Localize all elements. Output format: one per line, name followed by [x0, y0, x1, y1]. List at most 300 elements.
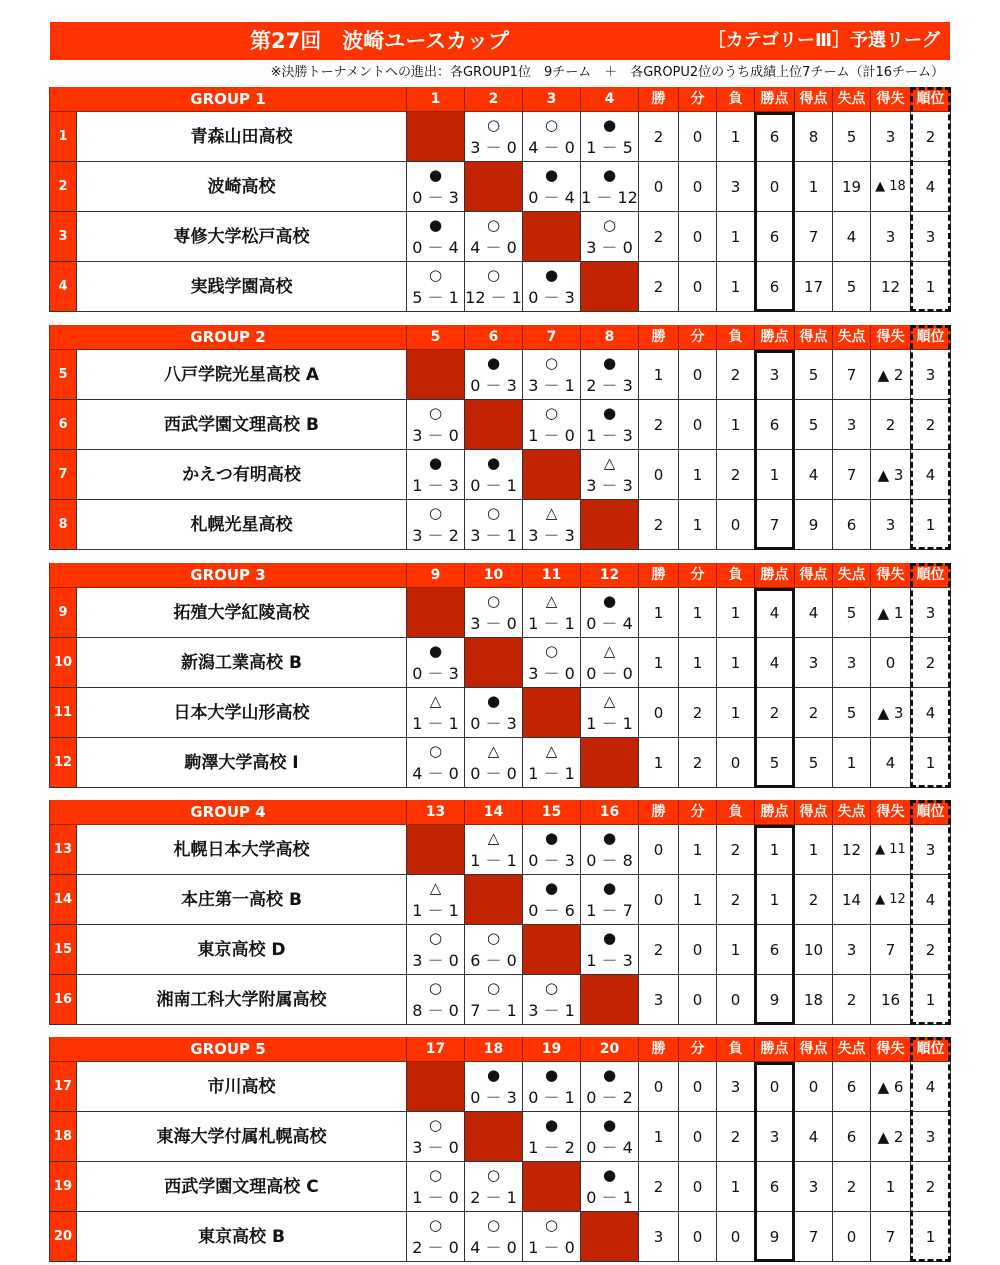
stat-col-header: 得点 [795, 563, 833, 588]
stat-col-header: 負 [717, 800, 755, 825]
self-match-cell [465, 638, 523, 688]
stat-col-header: 勝点 [755, 563, 795, 588]
stat-value: 0 [679, 1212, 717, 1262]
stat-value: ▲ 2 [871, 1112, 911, 1162]
match-result [523, 350, 581, 400]
team-number: 4 [49, 262, 77, 312]
table-row [49, 350, 951, 400]
match-score: 4 － 0 [412, 764, 459, 783]
stat-value: 0 [639, 1062, 679, 1112]
stat-value: 5 [795, 350, 833, 400]
stat-value: 0 [717, 738, 755, 788]
opponent-col-header: 17 [407, 1037, 465, 1062]
result-mark-icon: ○ [486, 1166, 501, 1184]
stat-value: 0 [755, 162, 795, 212]
stat-value: 0 [679, 1062, 717, 1112]
team-name: 拓殖大学紅陵高校 [77, 588, 407, 638]
match-score: 0 － 3 [412, 188, 459, 207]
result-mark-icon: △ [603, 692, 616, 710]
stat-value: 5 [833, 112, 871, 162]
stat-value: 0 [795, 1062, 833, 1112]
match-result [465, 1062, 523, 1112]
match-result [407, 500, 465, 550]
match-score: 0 － 3 [470, 714, 517, 733]
stat-value: 8 [795, 112, 833, 162]
stat-value: 6 [755, 262, 795, 312]
team-number: 19 [49, 1162, 77, 1212]
self-match-cell [523, 212, 581, 262]
match-result [407, 738, 465, 788]
result-mark-icon: △ [487, 742, 500, 760]
opponent-col-header: 3 [523, 87, 581, 112]
team-number: 3 [49, 212, 77, 262]
match-score: 0 － 3 [528, 851, 575, 870]
stat-value: 2 [717, 825, 755, 875]
match-score: 2 － 1 [470, 1188, 517, 1207]
match-score: 0 － 1 [528, 1088, 575, 1107]
opponent-col-header: 8 [581, 325, 639, 350]
result-mark-icon: ● [602, 592, 617, 610]
table-row [49, 638, 951, 688]
stat-value: 6 [755, 212, 795, 262]
stat-value: ▲ 3 [871, 450, 911, 500]
stat-value: 2 [679, 688, 717, 738]
stat-value: 4 [795, 450, 833, 500]
match-result [407, 162, 465, 212]
match-score: 1 － 3 [412, 476, 459, 495]
group-table [49, 325, 951, 553]
match-score: 2 － 3 [586, 376, 633, 395]
stat-value: 2 [911, 925, 951, 975]
stat-value: 1 [679, 450, 717, 500]
stat-value: 4 [911, 162, 951, 212]
team-number: 10 [49, 638, 77, 688]
stat-value: 9 [755, 975, 795, 1025]
match-score: 3 － 1 [528, 376, 575, 395]
stat-value: 3 [911, 825, 951, 875]
stat-value: 7 [795, 212, 833, 262]
result-mark-icon: ● [544, 1066, 559, 1084]
match-score: 0 － 3 [470, 376, 517, 395]
stat-value: 1 [755, 450, 795, 500]
match-score: 1 － 2 [528, 1138, 575, 1157]
match-result [407, 212, 465, 262]
result-mark-icon: ○ [428, 929, 443, 947]
stat-value: 7 [833, 350, 871, 400]
match-score: 1 － 0 [412, 1188, 459, 1207]
stat-value: 1 [911, 500, 951, 550]
self-match-cell [523, 688, 581, 738]
stat-value: 1 [717, 688, 755, 738]
stat-value: 4 [795, 1112, 833, 1162]
match-result [465, 1212, 523, 1262]
match-score: 1 － 7 [586, 901, 633, 920]
stat-value: 7 [833, 450, 871, 500]
team-name: 本庄第一高校 B [77, 875, 407, 925]
team-name: 市川高校 [77, 1062, 407, 1112]
stat-col-header: 勝点 [755, 1037, 795, 1062]
stat-col-header: 分 [679, 1037, 717, 1062]
group-header-row [49, 325, 951, 350]
match-score: 4 － 0 [470, 238, 517, 257]
result-mark-icon: ○ [428, 742, 443, 760]
stat-value: 3 [795, 1162, 833, 1212]
stat-value: 3 [639, 975, 679, 1025]
stat-value: 4 [755, 638, 795, 688]
stat-value: 5 [833, 588, 871, 638]
stat-value: 1 [911, 738, 951, 788]
team-name: 札幌日本大学高校 [77, 825, 407, 875]
match-score: 1 － 3 [586, 951, 633, 970]
result-mark-icon: ● [602, 929, 617, 947]
stat-value: 4 [755, 588, 795, 638]
stat-value: 2 [639, 262, 679, 312]
match-score: 4 － 0 [528, 138, 575, 157]
stat-value: 7 [755, 500, 795, 550]
stat-value: 9 [795, 500, 833, 550]
self-match-cell [581, 738, 639, 788]
stat-value: 4 [911, 688, 951, 738]
stat-value: 1 [717, 400, 755, 450]
stat-value: 0 [679, 112, 717, 162]
page-title: 第27回 波崎ユースカップ [250, 29, 509, 53]
stat-value: 1 [717, 638, 755, 688]
match-score: 0 － 4 [586, 614, 633, 633]
opponent-col-header: 14 [465, 800, 523, 825]
stat-col-header: 勝 [639, 1037, 679, 1062]
stat-value: 2 [639, 400, 679, 450]
stat-value: 2 [639, 112, 679, 162]
opponent-col-header: 11 [523, 563, 581, 588]
stat-col-header: 勝 [639, 325, 679, 350]
group-header-row [49, 563, 951, 588]
result-mark-icon: ○ [486, 592, 501, 610]
stat-value: 7 [871, 1212, 911, 1262]
stat-value: 1 [833, 738, 871, 788]
stat-value: 3 [639, 1212, 679, 1262]
stat-col-header: 勝 [639, 563, 679, 588]
result-mark-icon: △ [545, 742, 558, 760]
team-number: 15 [49, 925, 77, 975]
stat-value: 2 [717, 875, 755, 925]
stat-col-header: 得失 [871, 87, 911, 112]
stat-value: 1 [717, 262, 755, 312]
match-score: 0 － 1 [586, 1188, 633, 1207]
match-result [523, 162, 581, 212]
stat-value: ▲ 18 [871, 162, 911, 212]
team-number: 14 [49, 875, 77, 925]
stat-value: 0 [717, 500, 755, 550]
match-result [407, 400, 465, 450]
team-number: 17 [49, 1062, 77, 1112]
match-score: 3 － 1 [528, 1001, 575, 1020]
table-row [49, 162, 951, 212]
match-result [523, 588, 581, 638]
result-mark-icon: ○ [486, 979, 501, 997]
self-match-cell [581, 1212, 639, 1262]
match-score: 3 － 0 [412, 1138, 459, 1157]
opponent-col-header: 10 [465, 563, 523, 588]
match-score: 3 － 0 [586, 238, 633, 257]
stat-col-header: 負 [717, 325, 755, 350]
stat-value: 2 [911, 112, 951, 162]
group-name: GROUP 5 [49, 1037, 407, 1062]
result-mark-icon: ● [544, 1116, 559, 1134]
stat-col-header: 得点 [795, 325, 833, 350]
stat-value: 3 [795, 638, 833, 688]
group-header-row [49, 800, 951, 825]
match-result [581, 1112, 639, 1162]
result-mark-icon: △ [545, 592, 558, 610]
result-mark-icon: △ [429, 879, 442, 897]
result-mark-icon: ○ [486, 216, 501, 234]
result-mark-icon: ○ [544, 642, 559, 660]
result-mark-icon: ● [602, 1066, 617, 1084]
table-row [49, 1162, 951, 1212]
stat-value: ▲ 6 [871, 1062, 911, 1112]
match-result [581, 1162, 639, 1212]
self-match-cell [523, 450, 581, 500]
result-mark-icon: ● [544, 829, 559, 847]
match-score: 1 － 5 [586, 138, 633, 157]
group-name: GROUP 4 [49, 800, 407, 825]
match-score: 0 － 3 [470, 1088, 517, 1107]
stat-value: 0 [717, 1212, 755, 1262]
match-result [581, 212, 639, 262]
table-row [49, 688, 951, 738]
result-mark-icon: ● [544, 266, 559, 284]
result-mark-icon: ○ [486, 266, 501, 284]
stat-value: 4 [795, 588, 833, 638]
stat-value: 0 [639, 825, 679, 875]
opponent-col-header: 1 [407, 87, 465, 112]
table-row [49, 588, 951, 638]
team-name: 西武学園文理高校 B [77, 400, 407, 450]
stat-value: 3 [755, 350, 795, 400]
match-score: 0 － 0 [586, 664, 633, 683]
match-result [523, 500, 581, 550]
stat-value: 1 [639, 738, 679, 788]
stat-value: 3 [833, 925, 871, 975]
group-name: GROUP 2 [49, 325, 407, 350]
stat-value: 6 [755, 400, 795, 450]
stat-value: 1 [639, 588, 679, 638]
stat-value: 0 [639, 162, 679, 212]
team-number: 2 [49, 162, 77, 212]
stat-value: 2 [679, 738, 717, 788]
result-mark-icon: ○ [428, 1216, 443, 1234]
team-number: 8 [49, 500, 77, 550]
match-result [581, 162, 639, 212]
match-score: 1 － 1 [528, 764, 575, 783]
match-result [407, 450, 465, 500]
self-match-cell [465, 875, 523, 925]
table-row [49, 738, 951, 788]
match-score: 3 － 3 [586, 476, 633, 495]
match-score: 1 － 1 [528, 614, 575, 633]
team-name: 東海大学付属札幌高校 [77, 1112, 407, 1162]
result-mark-icon: ● [602, 116, 617, 134]
table-row [49, 1062, 951, 1112]
stat-value: 0 [679, 925, 717, 975]
stat-value: 0 [679, 1112, 717, 1162]
self-match-cell [523, 925, 581, 975]
team-name: 日本大学山形高校 [77, 688, 407, 738]
team-name: 波崎高校 [77, 162, 407, 212]
stat-value: 3 [911, 350, 951, 400]
result-mark-icon: ● [428, 216, 443, 234]
team-name: かえつ有明高校 [77, 450, 407, 500]
stat-col-header: 失点 [833, 1037, 871, 1062]
result-mark-icon: ○ [428, 404, 443, 422]
stat-value: 1 [911, 1212, 951, 1262]
team-number: 18 [49, 1112, 77, 1162]
group-name: GROUP 3 [49, 563, 407, 588]
team-number: 1 [49, 112, 77, 162]
stat-value: 16 [871, 975, 911, 1025]
stat-value: 2 [911, 400, 951, 450]
stat-value: 6 [833, 500, 871, 550]
stat-value: 1 [679, 825, 717, 875]
stat-col-header: 失点 [833, 800, 871, 825]
match-result [581, 400, 639, 450]
stat-value: 3 [833, 400, 871, 450]
match-result [523, 825, 581, 875]
stat-value: 1 [679, 638, 717, 688]
result-mark-icon: ○ [544, 979, 559, 997]
stat-value: 1 [717, 212, 755, 262]
stat-value: 1 [911, 262, 951, 312]
stat-col-header: 得失 [871, 325, 911, 350]
opponent-col-header: 12 [581, 563, 639, 588]
stat-value: 0 [679, 350, 717, 400]
match-score: 1 － 1 [470, 851, 517, 870]
result-mark-icon: ○ [428, 1116, 443, 1134]
stat-value: 5 [795, 400, 833, 450]
stat-value: 0 [871, 638, 911, 688]
stat-value: 12 [871, 262, 911, 312]
stat-value: 2 [795, 688, 833, 738]
match-score: 0 － 4 [586, 1138, 633, 1157]
stat-col-header: 勝点 [755, 325, 795, 350]
title-bar [50, 22, 950, 60]
self-match-cell [407, 1062, 465, 1112]
match-result [523, 738, 581, 788]
team-name: 青森山田高校 [77, 112, 407, 162]
result-mark-icon: ● [602, 404, 617, 422]
stat-col-header: 負 [717, 87, 755, 112]
stat-value: 3 [911, 212, 951, 262]
stat-col-header: 順位 [911, 87, 951, 112]
self-match-cell [581, 500, 639, 550]
stat-value: 1 [639, 350, 679, 400]
match-result [523, 1112, 581, 1162]
match-score: 1 － 1 [586, 714, 633, 733]
result-mark-icon: ● [428, 166, 443, 184]
match-result [523, 1062, 581, 1112]
stat-value: 0 [639, 875, 679, 925]
stat-value: 3 [717, 1062, 755, 1112]
stat-value: 4 [911, 875, 951, 925]
result-mark-icon: ● [486, 354, 501, 372]
stat-value: 5 [755, 738, 795, 788]
stat-value: 2 [717, 350, 755, 400]
stat-value: 3 [911, 1112, 951, 1162]
stat-value: ▲ 12 [871, 875, 911, 925]
match-result [581, 112, 639, 162]
team-number: 6 [49, 400, 77, 450]
result-mark-icon: △ [603, 454, 616, 472]
match-score: 3 － 0 [470, 614, 517, 633]
stat-value: 1 [679, 588, 717, 638]
stat-col-header: 勝 [639, 800, 679, 825]
stat-value: 0 [639, 688, 679, 738]
stat-value: 3 [871, 112, 911, 162]
stat-value: 7 [871, 925, 911, 975]
match-score: 0 － 2 [586, 1088, 633, 1107]
result-mark-icon: △ [603, 642, 616, 660]
result-mark-icon: ○ [602, 216, 617, 234]
result-mark-icon: △ [429, 692, 442, 710]
stat-value: 0 [833, 1212, 871, 1262]
result-mark-icon: ● [602, 1166, 617, 1184]
match-score: 6 － 0 [470, 951, 517, 970]
self-match-cell [407, 588, 465, 638]
match-result [465, 212, 523, 262]
stat-col-header: 順位 [911, 563, 951, 588]
match-score: 3 － 2 [412, 526, 459, 545]
stat-col-header: 得点 [795, 87, 833, 112]
match-score: 0 － 0 [470, 764, 517, 783]
team-name: 専修大学松戸高校 [77, 212, 407, 262]
stat-value: ▲ 3 [871, 688, 911, 738]
match-result [581, 688, 639, 738]
stat-value: 6 [833, 1112, 871, 1162]
match-score: 5 － 1 [412, 288, 459, 307]
self-match-cell [523, 1162, 581, 1212]
match-result [465, 975, 523, 1025]
match-score: 4 － 0 [470, 1238, 517, 1257]
team-number: 5 [49, 350, 77, 400]
match-score: 3 － 0 [412, 951, 459, 970]
stat-value: 1 [717, 588, 755, 638]
opponent-col-header: 4 [581, 87, 639, 112]
match-score: 0 － 8 [586, 851, 633, 870]
result-mark-icon: ○ [544, 404, 559, 422]
stat-value: 2 [755, 688, 795, 738]
stat-value: 17 [795, 262, 833, 312]
stat-value: 3 [755, 1112, 795, 1162]
stat-value: 4 [911, 450, 951, 500]
team-name: 東京高校 B [77, 1212, 407, 1262]
table-row [49, 975, 951, 1025]
match-score: 1 － 0 [528, 426, 575, 445]
match-result [465, 112, 523, 162]
team-name: 札幌光星高校 [77, 500, 407, 550]
stat-value: 1 [717, 112, 755, 162]
stat-value: 5 [795, 738, 833, 788]
opponent-col-header: 6 [465, 325, 523, 350]
team-number: 7 [49, 450, 77, 500]
result-mark-icon: ● [602, 1116, 617, 1134]
match-result [581, 450, 639, 500]
stat-col-header: 負 [717, 563, 755, 588]
category-label: ［カテゴリーⅢ］予選リーグ [707, 30, 940, 51]
match-score: 1 － 12 [581, 188, 638, 207]
group-table [49, 1037, 951, 1265]
result-mark-icon: ● [602, 829, 617, 847]
match-score: 0 － 4 [528, 188, 575, 207]
